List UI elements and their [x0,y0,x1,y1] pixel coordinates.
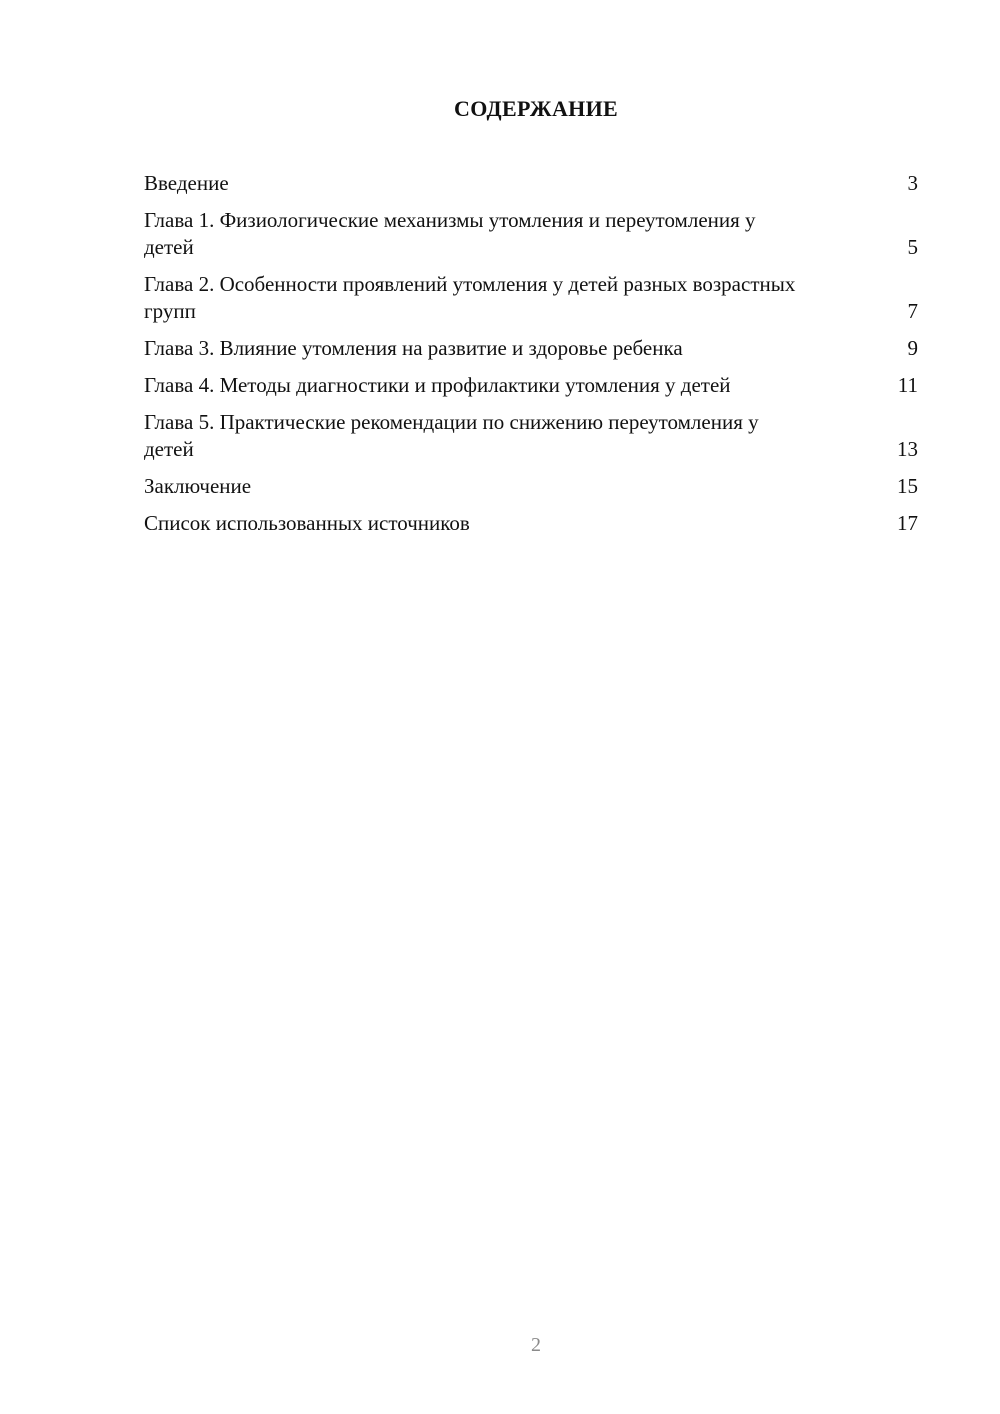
toc-entry-text: Заключение [144,474,252,498]
toc-entry-text: Глава 5. Практические рекомендации по снижению переутомления у детей [144,410,759,461]
toc-entry [144,271,918,325]
toc-entry-text: Глава 4. Методы диагностики и профилактики утомления у детей [144,373,731,397]
toc-entry-page: 9 [907,336,918,360]
toc-entry-text: Глава 2. Особенности проявлений утомления у детей разных возрастных групп [144,272,796,323]
toc-entry-page: 17 [897,511,918,535]
toc-entry-page: 5 [907,235,918,259]
toc-entry [144,335,918,362]
toc-entry-text: Список использованных источников [144,511,470,535]
toc-entry [144,473,918,500]
toc-entry [144,170,918,197]
toc-entry-page: 3 [907,171,918,195]
toc-entry-text: Глава 3. Влияние утомления на развитие и здоровье ребенка [144,336,683,360]
toc-entry-text: Введение [144,171,229,195]
toc-entry-page: 11 [897,373,918,397]
toc-entry [144,409,918,463]
page-number: 2 [531,1334,541,1356]
table-of-contents [144,170,918,547]
toc-entry [144,207,918,261]
toc-entry-page: 7 [907,299,918,323]
toc-entry [144,510,918,537]
toc-title: СОДЕРЖАНИЕ [454,96,618,121]
toc-entry [144,372,918,399]
toc-entry-page: 13 [897,437,918,461]
toc-entry-page: 15 [897,474,918,498]
toc-entry-text: Глава 1. Физиологические механизмы утомления и переутомления у детей [144,208,756,259]
